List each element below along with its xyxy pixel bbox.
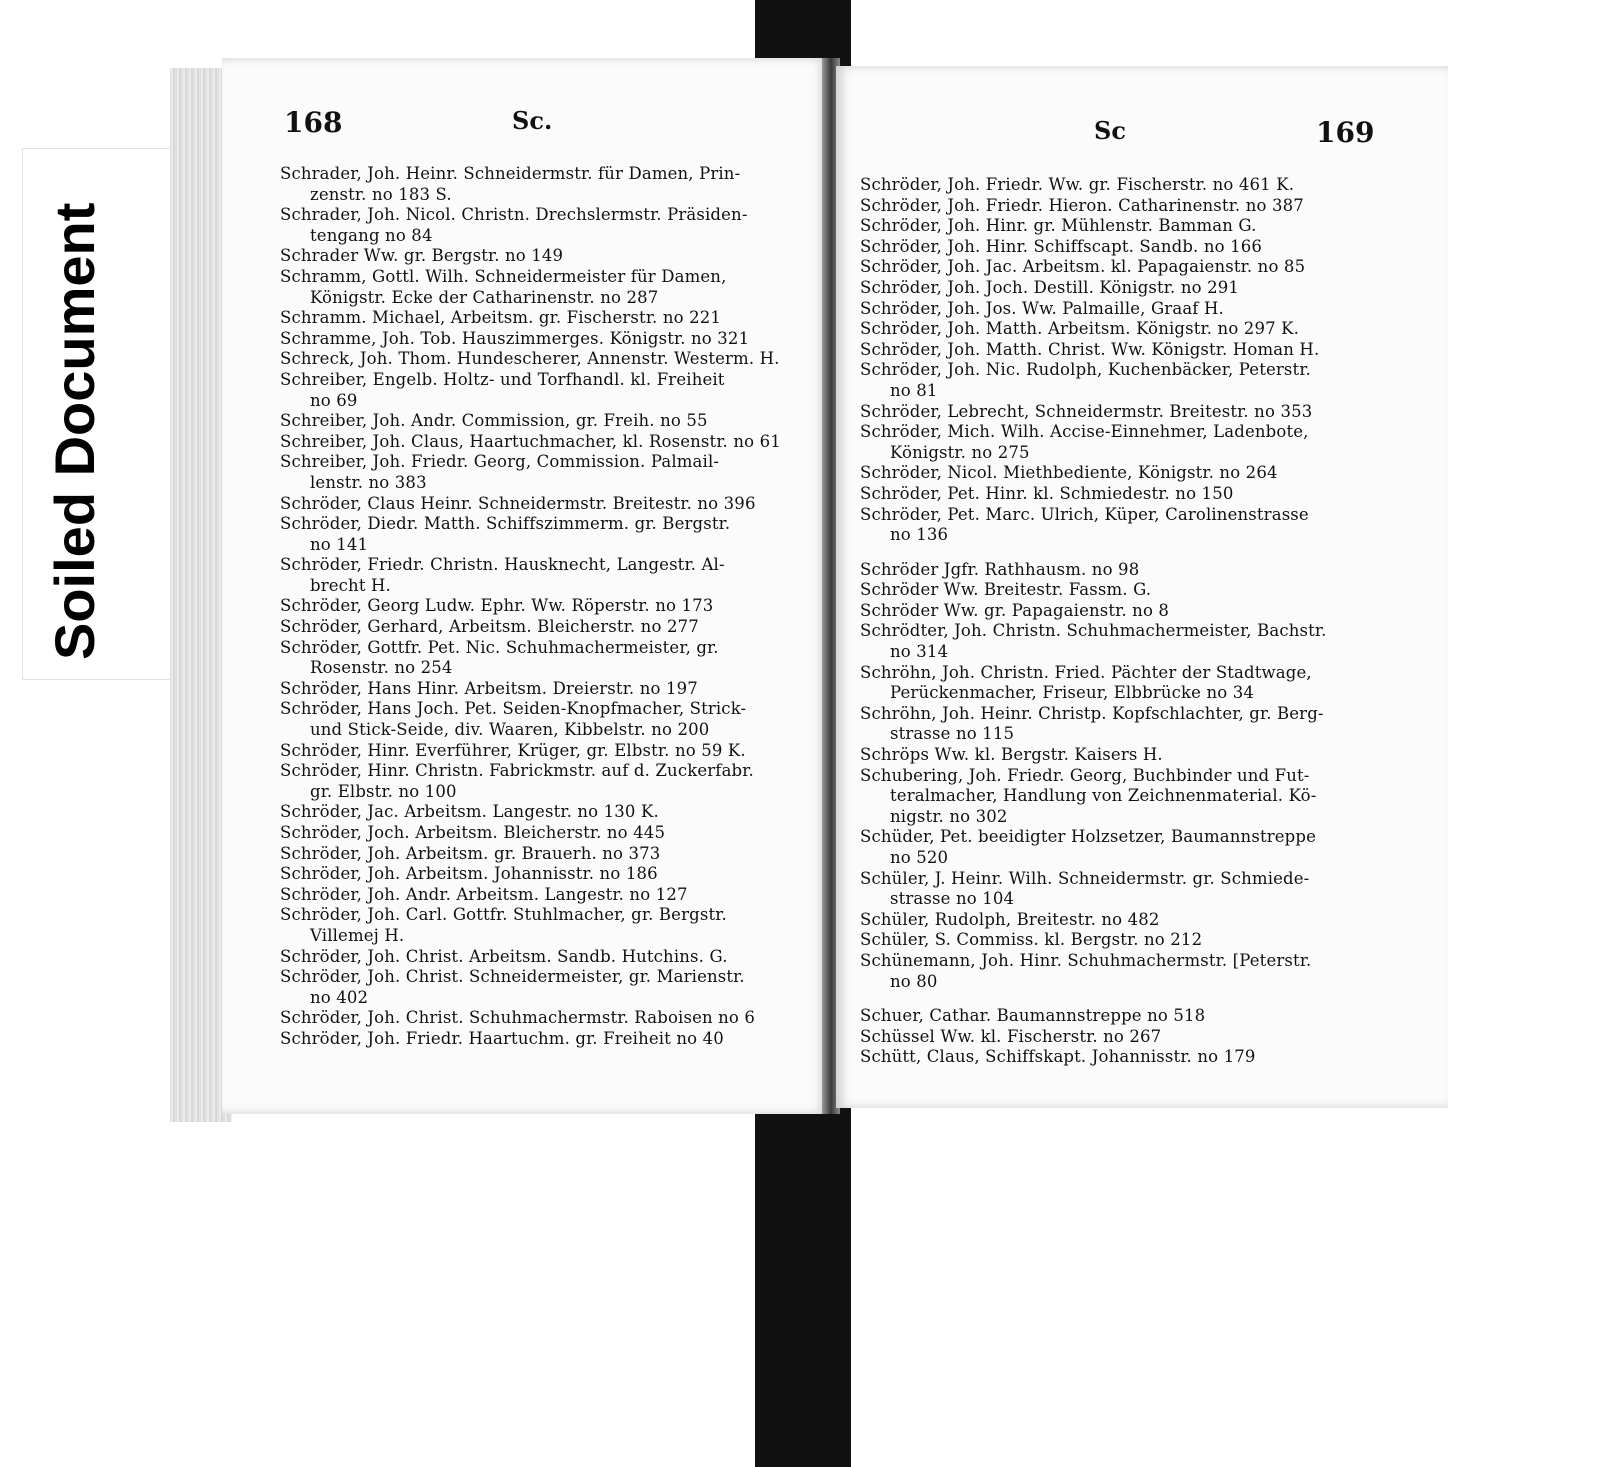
list-item: lenstr. no 383 xyxy=(310,472,427,492)
list-item: Schüder, Pet. beeidigter Holzsetzer, Baumannstreppe xyxy=(860,827,1317,847)
list-item: Schüler, Rudolph, Breitestr. no 482 xyxy=(860,909,1160,929)
list-item: Rosenstr. no 254 xyxy=(310,658,453,678)
list-item: Schüssel Ww. kl. Fischerstr. no 267 xyxy=(860,1026,1162,1046)
list-item: Schröder, Joh. Matth. Arbeitsm. Königstr. no 297 K. xyxy=(860,319,1300,339)
list-item: Schröder, Joh. Matth. Christ. Ww. Königstr. Homan H. xyxy=(860,339,1320,359)
page-number-right: 169 xyxy=(1316,116,1375,149)
list-item: Schramme, Joh. Tob. Hauszimmerges. Königstr. no 321 xyxy=(280,328,750,348)
list-item: Schröder, Hinr. Everführer, Krüger, gr. Elbstr. no 59 K. xyxy=(280,740,746,760)
list-item: Schröder, Hinr. Christn. Fabrickmstr. auf d. Zuckerfabr. xyxy=(280,761,754,781)
list-item: Schröder, Gottfr. Pet. Nic. Schuhmachermeister, gr. xyxy=(280,637,719,657)
list-item: Schröhn, Joh. Christn. Fried. Pächter der Stadtwage, xyxy=(860,662,1312,682)
right-entry-list xyxy=(860,175,1327,1068)
list-item: Schröder, Joh. Hinr. gr. Mühlenstr. Bamman G. xyxy=(860,216,1257,236)
list-item: Schrader, Joh. Heinr. Schneidermstr. für Damen, Prin- xyxy=(280,164,741,183)
list-item: Schröder, Joh. Friedr. Ww. gr. Fischerstr. no 461 K. xyxy=(860,175,1295,194)
list-item: Schünemann, Joh. Hinr. Schuhmachermstr. [Peterstr. xyxy=(860,950,1312,970)
list-item: Schüler, S. Commiss. kl. Bergstr. no 212 xyxy=(860,930,1203,950)
left-page xyxy=(222,58,827,1114)
list-item: no 402 xyxy=(310,987,369,1007)
list-item: Königstr. Ecke der Catharinenstr. no 287 xyxy=(310,287,659,307)
list-item: Schröder, Joh. Christ. Schuhmachermstr. Raboisen no 6 xyxy=(280,1008,756,1028)
list-item: Schröps Ww. kl. Bergstr. Kaisers H. xyxy=(860,745,1163,765)
list-item: Schröder, Jac. Arbeitsm. Langestr. no 130 K. xyxy=(280,802,659,822)
list-item: Schröder, Lebrecht, Schneidermstr. Breitestr. no 353 xyxy=(860,401,1313,421)
list-item: no 69 xyxy=(310,390,358,410)
list-item: no 314 xyxy=(890,642,949,662)
list-item: Schubering, Joh. Friedr. Georg, Buchbinder und Fut- xyxy=(860,765,1310,785)
list-item: Schröder, Georg Ludw. Ephr. Ww. Röperstr. no 173 xyxy=(280,596,714,616)
list-item: Schröder, Joh. Hinr. Schiffscapt. Sandb. no 166 xyxy=(860,236,1263,256)
list-item: Schröder, Joh. Arbeitsm. gr. Brauerh. no 373 xyxy=(280,843,661,863)
page-number-left: 168 xyxy=(284,106,343,139)
list-item: Schröder Jgfr. Rathhausm. no 98 xyxy=(860,559,1140,579)
list-item: Schreck, Joh. Thom. Hundescherer, Annenstr. Westerm. H. xyxy=(280,349,780,369)
list-item: teralmacher, Handlung von Zeichnenmaterial. Kö- xyxy=(890,786,1317,806)
list-item: no 136 xyxy=(890,525,949,545)
list-item: Schröder, Friedr. Christn. Hausknecht, Langestr. Al- xyxy=(280,555,725,575)
list-item: Schröder, Joh. Friedr. Hieron. Catharinenstr. no 387 xyxy=(860,195,1304,215)
list-item: tengang no 84 xyxy=(310,225,433,245)
list-item: Schröder, Hans Joch. Pet. Seiden-Knopfmacher, Strick- xyxy=(280,699,747,719)
list-item: no 520 xyxy=(890,848,949,867)
list-item: brecht H. xyxy=(310,575,391,595)
list-item: zenstr. no 183 S. xyxy=(310,184,452,204)
list-item: Schrader, Joh. Nicol. Christn. Drechslermstr. Präsiden- xyxy=(280,205,748,225)
binding-strip-bottom xyxy=(755,1108,851,1467)
list-item: Schramm. Michael, Arbeitsm. gr. Fischerstr. no 221 xyxy=(280,308,722,328)
list-item: und Stick-Seide, div. Waaren, Kibbelstr. no 200 xyxy=(310,720,710,740)
list-item: Schreiber, Engelb. Holtz- und Torfhandl. kl. Freiheit xyxy=(280,369,725,389)
list-item: Schröder Ww. Breitestr. Fassm. G. xyxy=(860,580,1152,600)
list-item: Schröder Ww. gr. Papagaienstr. no 8 xyxy=(860,600,1170,620)
list-item: Schröder, Joh. Joch. Destill. Königstr. no 291 xyxy=(860,277,1240,297)
list-item: Schröder, Joh. Jos. Ww. Palmaille, Graaf H. xyxy=(860,298,1224,318)
list-item: Perückenmacher, Friseur, Elbbrücke no 34 xyxy=(890,683,1254,703)
list-item: Schreiber, Joh. Friedr. Georg, Commission. Palmail- xyxy=(280,452,720,472)
list-item: no 81 xyxy=(890,380,938,400)
list-item: Schröder, Joh. Carl. Gottfr. Stuhlmacher, gr. Bergstr. xyxy=(280,905,727,925)
list-item: Schüler, J. Heinr. Wilh. Schneidermstr. gr. Schmiede- xyxy=(860,868,1310,888)
list-item: strasse no 104 xyxy=(890,889,1015,909)
stamp-label: Soiled Document xyxy=(43,202,106,660)
list-item: Schreiber, Joh. Andr. Commission, gr. Freih. no 55 xyxy=(280,411,708,431)
list-item: Königstr. no 275 xyxy=(890,442,1030,462)
list-item: gr. Elbstr. no 100 xyxy=(310,781,457,801)
list-item: Schröhn, Joh. Heinr. Christp. Kopfschlachter, gr. Berg- xyxy=(860,703,1324,723)
list-item: nigstr. no 302 xyxy=(890,806,1008,826)
list-item: Schröder, Mich. Wilh. Accise-Einnehmer, Ladenbote, xyxy=(860,422,1309,442)
right-page xyxy=(836,66,1448,1108)
left-entry-list xyxy=(280,164,781,1050)
list-item: Schröder, Joh. Christ. Arbeitsm. Sandb. Hutchins. G. xyxy=(280,946,728,966)
list-item: Schröder, Joh. Arbeitsm. Johannisstr. no 186 xyxy=(280,864,658,884)
list-item: Schreiber, Joh. Claus, Haartuchmacher, kl. Rosenstr. no 61 xyxy=(280,431,781,451)
list-item: strasse no 115 xyxy=(890,724,1015,744)
list-item: Schröder, Diedr. Matth. Schiffszimmerm. gr. Bergstr. xyxy=(280,514,731,534)
list-item: Schröder, Joh. Nic. Rudolph, Kuchenbäcker, Peterstr. xyxy=(860,360,1311,380)
list-item: Schröder, Joh. Jac. Arbeitsm. kl. Papagaienstr. no 85 xyxy=(860,257,1306,277)
list-item: Schröder, Joch. Arbeitsm. Bleicherstr. no 445 xyxy=(280,823,666,842)
list-item: Schrader Ww. gr. Bergstr. no 149 xyxy=(280,246,564,266)
list-item: Schröder, Claus Heinr. Schneidermstr. Breitestr. no 396 xyxy=(280,493,756,513)
list-item: Schröder, Pet. Hinr. kl. Schmiedestr. no 150 xyxy=(860,483,1234,503)
list-item: no 141 xyxy=(310,534,369,554)
list-item: Schuer, Cathar. Baumannstreppe no 518 xyxy=(860,1006,1206,1026)
running-head-left: Sc. xyxy=(512,106,553,135)
list-item: Schramm, Gottl. Wilh. Schneidermeister für Damen, xyxy=(280,266,727,286)
list-item: Schütt, Claus, Schiffskapt. Johannisstr. no 179 xyxy=(860,1047,1256,1067)
list-item: Schrödter, Joh. Christn. Schuhmachermeister, Bachstr. xyxy=(860,621,1327,641)
list-item: Schröder, Hans Hinr. Arbeitsm. Dreierstr. no 197 xyxy=(280,678,698,698)
list-item: no 80 xyxy=(890,971,938,991)
list-item: Schröder, Joh. Friedr. Haartuchm. gr. Freiheit no 40 xyxy=(280,1028,724,1048)
list-item: Schröder, Gerhard, Arbeitsm. Bleicherstr. no 277 xyxy=(280,617,699,637)
running-head-right: Sc xyxy=(1094,116,1126,145)
list-item: Schröder, Nicol. Miethbediente, Königstr. no 264 xyxy=(860,463,1278,483)
list-item: Schröder, Joh. Andr. Arbeitsm. Langestr. no 127 xyxy=(280,884,688,904)
list-item: Schröder, Joh. Christ. Schneidermeister, gr. Marienstr. xyxy=(280,967,745,987)
list-item: Villemej H. xyxy=(310,925,405,945)
list-item: Schröder, Pet. Marc. Ulrich, Küper, Carolinenstrasse xyxy=(860,504,1309,524)
